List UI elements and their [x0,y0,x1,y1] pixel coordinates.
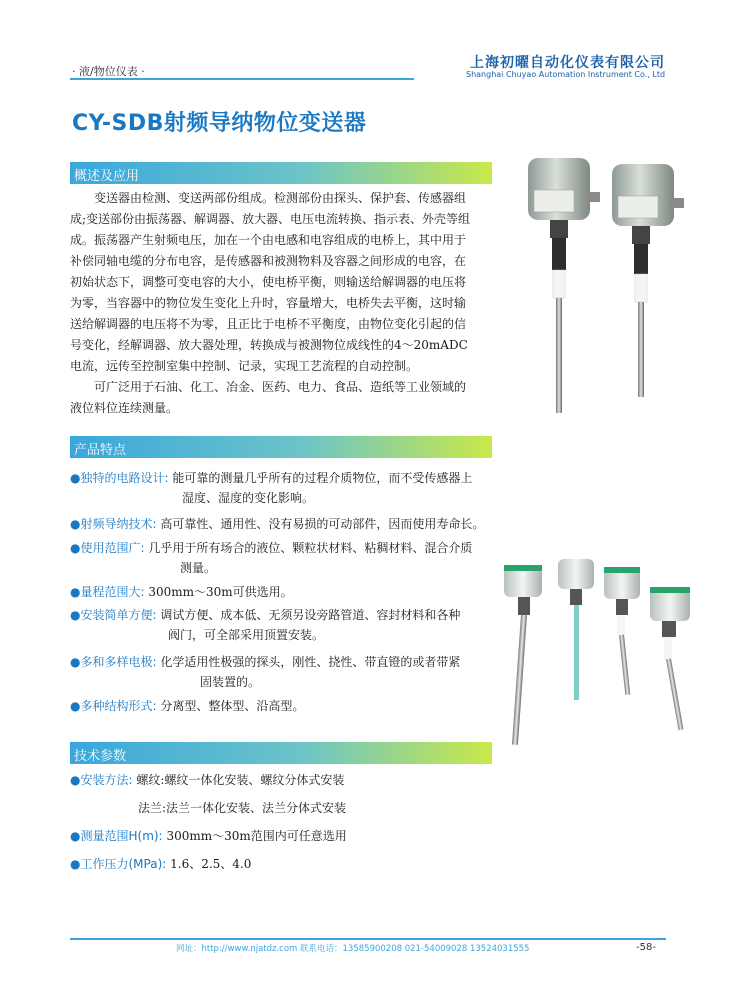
feature-label: 多和多样电极: [80,655,157,669]
bullet-icon: ● [70,857,81,871]
features-heading: 产品特点 [74,443,127,458]
spec-label: 工作压力(MPa): [80,857,167,871]
bullet-icon: ● [70,585,81,599]
feature-text-cont: 湿度、湿度的变化影响。 [182,491,315,505]
feature-item [70,468,500,508]
overview-line: 可广泛用于石油、化工、冶金、医药、电力、食品、造纸等工业领域的 [94,380,467,394]
overview-line: 变送器由检测、变送两部份组成。检测部份由探头、保护套、传感器组 [94,191,467,205]
feature-item [70,696,500,716]
specs-heading: 技术参数 [74,749,127,764]
overview-line: 补偿同轴电缆的分布电容，是传感器和被测物料及容器之间形成的电容，在 [70,254,467,268]
footer-contact: 网址：http://www.njatdz.com 联系电话：13585900208 021-54009028 13524031555 [176,944,530,954]
company-name-en: Shanghai Chuyao Automation Instrument Co., Ltd [466,70,666,79]
feature-text: 化学适用性极强的探头，刚性、挠性、带直镫的或者带紧 [160,655,461,669]
feature-label: 多种结构形式: [80,699,157,713]
header-divider [70,78,414,80]
footer-divider [70,938,666,940]
features-heading-bar [70,436,492,458]
spec-range [70,826,500,846]
page-title: CY-SDB射频导纳物位变送器 [72,111,367,136]
feature-text-cont: 测量。 [180,561,217,575]
page-number: -58- [636,942,656,953]
feature-item [70,538,500,578]
overview-body [70,188,494,419]
probes-photo [490,555,710,750]
bullet-icon: ● [70,517,81,531]
overview-line: 电流，远传至控制室集中控制、记录，实现工艺流程的自动控制。 [70,359,419,373]
bullet-icon: ● [70,608,81,622]
bullet-icon: ● [70,773,81,787]
feature-label: 安装简单方便: [80,608,157,622]
overview-line: 成。振荡器产生射频电压，加在一个由电感和电容组成的电桥上，其中用于 [70,233,467,247]
feature-text: 调试方便、成本低、无须另设旁路管道、容封材料和各种 [160,608,461,622]
spec-label: 安装方法: [80,773,133,787]
overview-line: 初始状态下，调整可变电容的大小，使电桥平衡，则输送给解调器的电压将 [70,275,467,289]
feature-text: 分离型、整体型、沿高型。 [160,699,305,713]
transmitter-photo-top [520,150,720,420]
spec-label: 测量范围H(m): [80,829,163,843]
spec-install [70,770,500,790]
feature-text: 能可靠的测量几乎所有的过程介质物位，而不受传感器上 [172,471,473,485]
specs-heading-bar [70,742,492,764]
bullet-icon: ● [70,655,81,669]
section-category: · 液/物位仪表 · [72,65,145,78]
feature-item [70,605,500,645]
feature-item [70,652,500,692]
spec-pressure [70,854,500,874]
bullet-icon: ● [70,541,81,555]
feature-text: 几乎用于所有场合的液位、颗粒状材料、粘稠材料、混合介质 [148,541,473,555]
feature-label: 量程范围大: [80,585,145,599]
spec-value: 300mm～30m范围内可任意选用 [166,829,347,843]
feature-text: 高可靠性、通用性、没有易损的可动部件，因而使用寿命长。 [160,517,485,531]
overview-line: 为零，当容器中的物位发生变化上升时，容量增大，电桥失去平衡，这时输 [70,296,467,310]
bullet-icon: ● [70,829,81,843]
feature-item [70,582,500,602]
feature-item [70,514,500,534]
feature-label: 使用范围广: [80,541,145,555]
bullet-icon: ● [70,699,81,713]
feature-label: 射频导纳技术: [80,517,157,531]
overview-heading-bar [70,162,492,184]
spec-value: 螺纹:螺纹一体化安装、螺纹分体式安装 [136,773,345,787]
company-name: 上海初曜自动化仪表有限公司 [470,55,665,71]
spec-install-2: 法兰:法兰一体化安装、法兰分体式安装 [138,801,347,815]
feature-text: 300mm～30m可供选用。 [148,585,293,599]
feature-label: 独特的电路设计: [80,471,169,485]
overview-line: 成;变送部份由振荡器、解调器、放大器、电压电流转换、指示表、外壳等组 [70,212,471,226]
bullet-icon: ● [70,471,81,485]
overview-line: 液位料位连续测量。 [70,401,179,415]
overview-line: 号变化，经解调器、放大器处理，转换成与被测物位成线性的4～20mADC [70,338,468,352]
feature-text-cont: 固装置的。 [200,675,261,689]
overview-heading: 概述及应用 [74,169,140,184]
overview-line: 送给解调器的电压将不为零，且正比于电桥不平衡度，由物位变化引起的信 [70,317,467,331]
spec-value: 1.6、2.5、4.0 [170,857,252,871]
feature-text-cont: 阀门，可全部采用顶置安装。 [168,628,325,642]
